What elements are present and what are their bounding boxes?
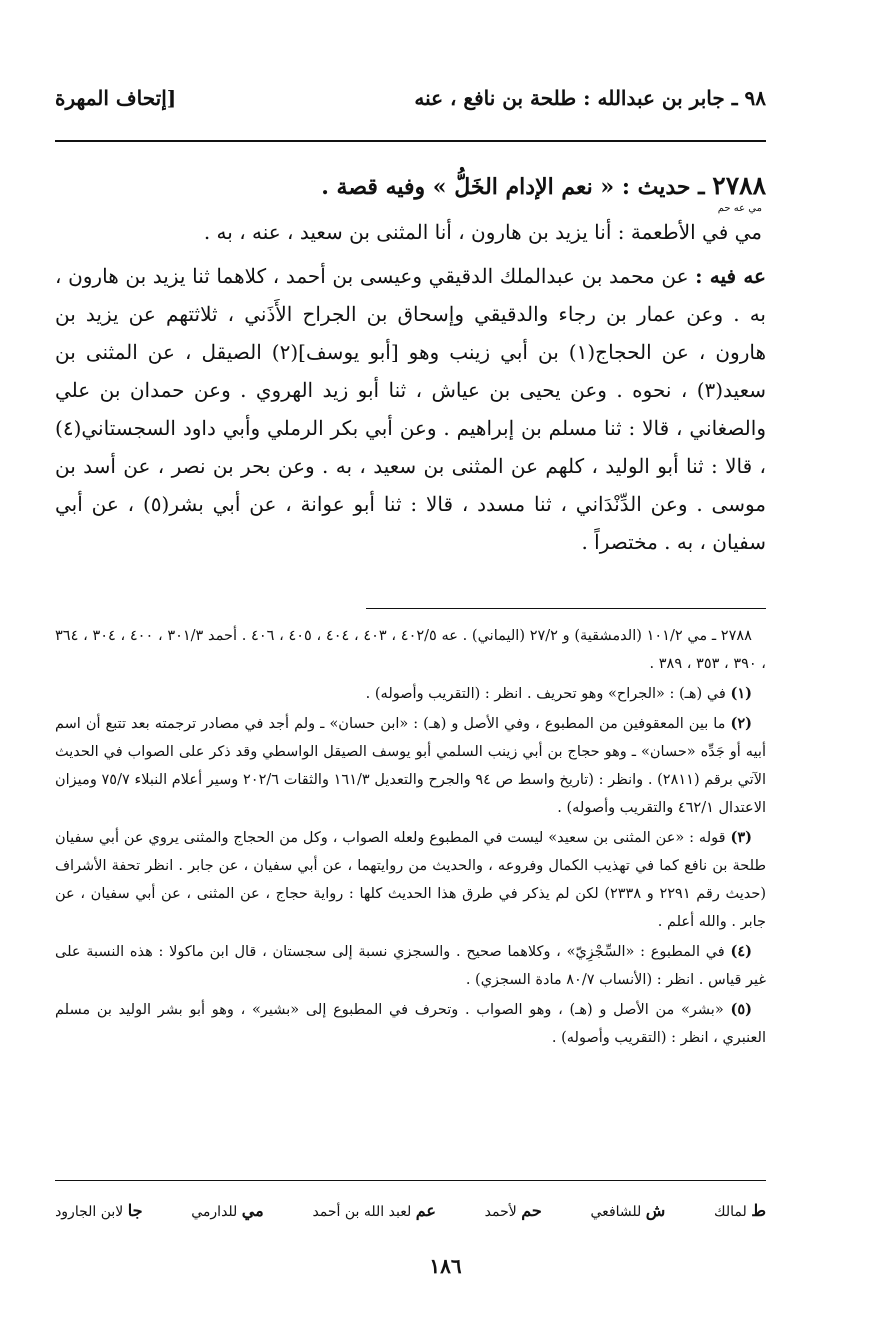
footnote-text: في المطبوع : «السِّجْزِيّ» ، وكلاهما صحيح . والسجزي نسبة إلى سجستان ، قال ابن ماكولا : هذه النسبة على غير قياس . انظر : (الأنساب ٨٠/٧ مادة السجزي) . bbox=[55, 944, 766, 988]
legend-text: لعبد الله بن أحمد bbox=[312, 1203, 412, 1220]
footnote-number: (١) bbox=[730, 685, 752, 702]
legend-text: للشافعي bbox=[590, 1203, 642, 1220]
legend-abbr: جا bbox=[127, 1200, 143, 1220]
page-number: ١٨٦ bbox=[429, 1254, 462, 1278]
footnote-text: قوله : «عن المثنى بن سعيد» ليست في المطبوع ولعله الصواب ، وكل من الحجاج والمثنى يروي عن أبي سفيان طلحة بن نافع كما في تهذيب الكمال وفروعه ، والحديث من روايتهما ، عن أبي سفيان ، عن جابر . انظر تحفة الأشراف (حديث رقم ٢٢٩١ و ٢٣٣٨) لكن لم يذكر في طرق هذا الحديث كلها : رواية حجاج ، عن المثنى ، عن أبي سفيان ، عن جابر . والله أعلم . bbox=[55, 830, 766, 930]
legend-abbr: عم bbox=[415, 1200, 436, 1220]
hadith-first-chain: مي في الأطعمة : أنا يزيد بن هارون ، أنا المثنى بن سعيد ، عنه ، به . bbox=[203, 220, 762, 244]
hadith-source-codes: مي عه حم bbox=[717, 203, 762, 214]
legend-text: للدارمي bbox=[191, 1203, 238, 1220]
header-book-title: [إتحاف المهرة bbox=[55, 86, 177, 110]
legend-text: لابن الجارود bbox=[55, 1203, 124, 1220]
footnote-separator bbox=[366, 608, 766, 609]
abbreviations-legend bbox=[55, 1196, 766, 1224]
footnote-text: في (هـ) : «الجراح» وهو تحريف . انظر : (التقريب وأصوله) . bbox=[365, 686, 726, 702]
footnote-4 bbox=[55, 938, 766, 994]
legend-item bbox=[714, 1201, 766, 1220]
header-chapter-title: ٩٨ ـ جابر بن عبدالله : طلحة بن نافع ، عنه bbox=[414, 86, 766, 110]
legend-rule bbox=[55, 1180, 766, 1181]
footnote-text: «بشر» من الأصل و (هـ) ، وهو الصواب . وتحرف في المطبوع إلى «بشير» ، وهو أبو بشر الوليد بن مسلم العنبري ، انظر : (التقريب وأصوله) . bbox=[55, 1002, 766, 1046]
hadith-body-text: عن محمد بن عبدالملك الدقيقي وعيسى بن أحمد ، كلاهما ثنا يزيد بن هارون ، به . وعن عمار بن رجاء والدقيقي وإسحاق بن الجراح الأَذَني ، ثلاثتهم عن يزيد بن هارون ، عن الحجاج(١) بن أبي زينب وهو [أبو يوسف](٢) الصيقل ، عن المثنى بن سعيد(٣) ، نحوه . وعن يحيى بن عياش ، ثنا أبو زيد الهروي . وعن حمدان بن علي والصغاني ، قالا : ثنا مسلم بن إبراهيم . وعن أبي بكر الرملي وأبي داود السجستاني(٤) ، قالا : ثنا أبو الوليد ، كلهم عن المثنى بن سعيد ، به . وعن بحر بن نصر ، عن أسد بن موسى . وعن الدِّنْدَاني ، ثنا مسدد ، قالا : ثنا أبو عوانة ، عن أبي بشر(٥) ، عن أبي سفيان ، به . مختصراً . bbox=[55, 264, 767, 554]
footnote-1 bbox=[55, 680, 766, 708]
legend-abbr: حم bbox=[521, 1200, 542, 1220]
legend-item bbox=[591, 1201, 666, 1220]
legend-abbr: مي bbox=[241, 1200, 264, 1220]
hadith-body-lead: عه فيه : bbox=[695, 264, 766, 288]
hadith-number: ٢٧٨٨ bbox=[712, 171, 766, 200]
legend-abbr: ش bbox=[645, 1200, 666, 1220]
hadith-body bbox=[55, 257, 766, 561]
footnote-number: (٤) bbox=[730, 943, 753, 960]
hadith-title-text: ـ حديث : « نعم الإدام الخَلُّ » وفيه قصة . bbox=[321, 174, 705, 200]
footnote-number: (٥) bbox=[730, 1001, 752, 1018]
footnote-text: ما بين المعقوفين من المطبوع ، وفي الأصل و (هـ) : «ابن حسان» ـ ولم أجد في مصادر ترجمته بعد تتبع أن اسم أبيه أو جَدِّه «حسان» ـ وهو حجاج بن أبي زينب السلمي أبو يوسف الصيقل الواسطي وقد ذكر على الصواب في الحديث الآتي برقم (٢٨١١) . وانظر : (تاريخ واسط ص ٩٤ والجرح والتعديل ١٦١/٣ والثقات ٢٠٢/٦ وسير أعلام النبلاء ٧٥/٧ وميزان الاعتدال ٤٦٢/١ والتقريب وأصوله) . bbox=[55, 716, 766, 816]
footnote-2 bbox=[55, 710, 766, 822]
footnote-number: (٣) bbox=[730, 829, 752, 846]
footnote-text: ٢٧٨٨ ـ مي ١٠١/٢ (الدمشقية) و ٢٧/٢ (اليماني) . عه ٤٠٢/٥ ، ٤٠٣ ، ٤٠٤ ، ٤٠٥ ، ٤٠٦ . أحمد ٣٠١/٣ ، ٤٠٠ ، ٣٠٤ ، ٣٦٤ ، ٣٩٠ ، ٣٥٣ ، ٣٨٩ . bbox=[55, 628, 766, 672]
running-header bbox=[55, 86, 766, 120]
legend-text: لأحمد bbox=[484, 1203, 517, 1220]
footnotes bbox=[55, 622, 766, 1054]
legend-item bbox=[191, 1201, 263, 1220]
legend-item bbox=[485, 1201, 542, 1220]
legend-text: لمالك bbox=[714, 1203, 747, 1220]
footnote-5 bbox=[55, 996, 766, 1052]
footnote-3 bbox=[55, 824, 766, 936]
hadith-entry bbox=[55, 168, 766, 581]
hadith-heading bbox=[55, 168, 766, 205]
header-rule bbox=[55, 140, 766, 142]
footnote-number: (٢) bbox=[730, 715, 752, 732]
legend-abbr: ط bbox=[751, 1200, 766, 1220]
footnote-sources bbox=[55, 622, 766, 678]
legend-item bbox=[55, 1201, 142, 1220]
legend-item bbox=[312, 1201, 435, 1220]
